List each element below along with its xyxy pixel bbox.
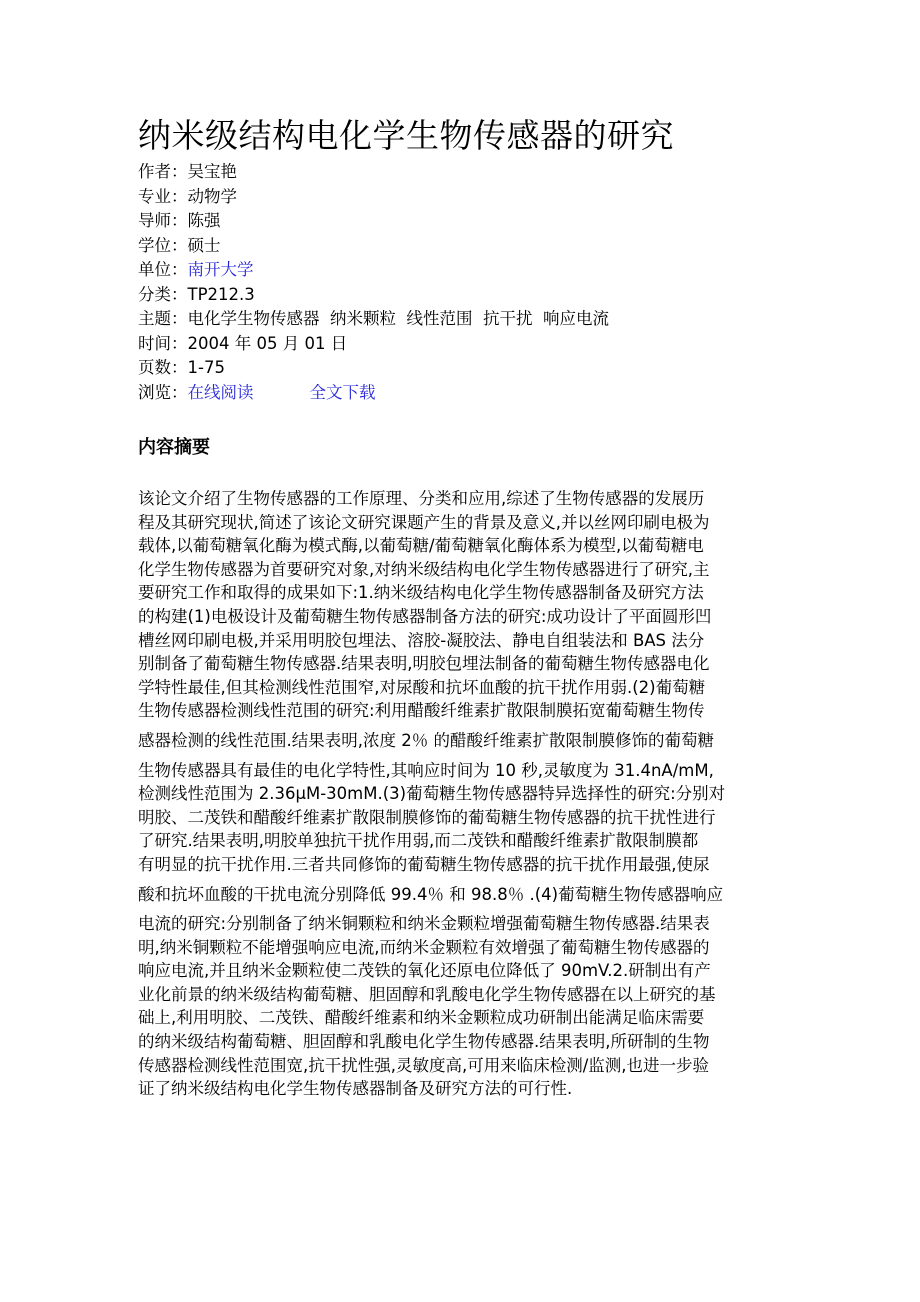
meta-pages: [138, 356, 609, 381]
full-download-link[interactable]: 全文下载: [309, 382, 376, 402]
abstract-line: 生物传感器检测线性范围的研究:利用醋酸纤维素扩散限制膜拓宽葡萄糖生物传: [138, 701, 705, 721]
meta-author: [138, 160, 609, 185]
abstract-line: 生物传感器具有最佳的电化学特性,其响应时间为 10 秒,灵敏度为 31.4nA/mM,: [138, 760, 714, 780]
meta-major: [138, 185, 609, 210]
metadata-list: [138, 160, 609, 405]
meta-label: 作者：: [138, 162, 188, 181]
abstract-line: 响应电流,并且纳米金颗粒使二茂铁的氧化还原电位降低了 90mV.2.研制出有产: [138, 961, 711, 981]
abstract-line: 电流的研究:分别制备了纳米铜颗粒和纳米金颗粒增强葡萄糖生物传感器.结果表: [138, 914, 710, 934]
abstract-line: 载体,以葡萄糖氧化酶为模式酶,以葡萄糖/葡萄糖氧化酶体系为模型,以葡萄糖电: [138, 536, 704, 556]
meta-label: 页数：: [138, 358, 188, 377]
meta-label: 专业：: [138, 186, 188, 206]
abstract-line: 程及其研究现状,简述了该论文研究课题产生的背景及意义,并以丝网印刷电极为: [138, 512, 710, 532]
abstract-line: 传感器检测线性范围宽,抗干扰性强,灵敏度高,可用来临床检测/监测,也进一步验: [138, 1055, 710, 1075]
meta-label: 时间：: [138, 333, 188, 353]
meta-classification: [138, 283, 609, 308]
abstract-line: 有明显的抗干扰作用.三者共同修饰的葡萄糖生物传感器的抗干扰作用最强,使尿: [138, 854, 710, 874]
abstract-line: 明胶、二茂铁和醋酸纤维素扩散限制膜修饰的葡萄糖生物传感器的抗干扰性进行: [138, 807, 716, 827]
online-read-link[interactable]: 在线阅读: [187, 382, 254, 402]
meta-value: 电化学生物传感器 纳米颗粒 线性范围 抗干扰 响应电流: [187, 309, 609, 328]
abstract-line: 酸和抗坏血酸的干扰电流分别降低 99.4％ 和 98.8％ .(4)葡萄糖生物传感器响应: [138, 884, 724, 904]
meta-advisor: [138, 209, 609, 234]
meta-subjects: [138, 307, 609, 332]
abstract-line: 的构建(1)电极设计及葡萄糖生物传感器制备方法的研究:成功设计了平面圆形凹: [138, 606, 712, 626]
meta-value: 1-75: [187, 358, 225, 377]
meta-browse: [138, 381, 609, 406]
meta-value: TP212.3: [187, 284, 255, 304]
meta-value: 吴宝艳: [187, 162, 237, 181]
abstract-line: 了研究.结果表明,明胶单独抗干扰作用弱,而二茂铁和醋酸纤维素扩散限制膜都: [138, 831, 699, 851]
abstract-line: 的纳米级结构葡萄糖、胆固醇和乳酸电化学生物传感器.结果表明,所研制的生物: [138, 1032, 710, 1052]
meta-date: [138, 332, 609, 357]
abstract-body: [138, 487, 788, 1101]
meta-label: 单位：: [138, 260, 188, 279]
meta-value: 陈强: [187, 211, 221, 230]
meta-value: 2004 年 05 月 01 日: [187, 333, 348, 353]
meta-institution: [138, 258, 609, 283]
abstract-line: 槽丝网印刷电极,并采用明胶包埋法、溶胶-凝胶法、静电自组装法和 BAS 法分: [138, 630, 705, 650]
abstract-line: 业化前景的纳米级结构葡萄糖、胆固醇和乳酸电化学生物传感器在以上研究的基: [138, 984, 716, 1004]
abstract-line: 学特性最佳,但其检测线性范围窄,对尿酸和抗坏血酸的抗干扰作用弱.(2)葡萄糖: [138, 677, 706, 697]
meta-label: 分类：: [138, 284, 188, 304]
abstract-line: 础上,利用明胶、二茂铁、醋酸纤维素和纳米金颗粒成功研制出能满足临床需要: [138, 1008, 705, 1028]
page-title: 纳米级结构电化学生物传感器的研究: [138, 116, 674, 155]
abstract-line: 明,纳米铜颗粒不能增强响应电流,而纳米金颗粒有效增强了葡萄糖生物传感器的: [138, 937, 710, 957]
abstract-line: 检测线性范围为 2.36μM-30mM.(3)葡萄糖生物传感器特异选择性的研究:分别对: [138, 784, 726, 804]
meta-value: 动物学: [187, 186, 237, 206]
abstract-line: 要研究工作和取得的成果如下:1.纳米级结构电化学生物传感器制备及研究方法: [138, 583, 704, 603]
meta-label: 学位：: [138, 235, 188, 255]
institution-link[interactable]: 南开大学: [187, 260, 254, 279]
abstract-line: 证了纳米级结构电化学生物传感器制备及研究方法的可行性.: [138, 1079, 573, 1099]
abstract-heading: 内容摘要: [138, 437, 210, 458]
meta-value: 硕士: [187, 235, 221, 255]
meta-label: 浏览：: [138, 382, 188, 402]
meta-label: 导师：: [138, 211, 188, 230]
abstract-line: 该论文介绍了生物传感器的工作原理、分类和应用,综述了生物传感器的发展历: [138, 489, 705, 508]
meta-degree: [138, 234, 609, 259]
meta-label: 主题：: [138, 309, 188, 328]
abstract-line: 感器检测的线性范围.结果表明,浓度 2％ 的醋酸纤维素扩散限制膜修饰的葡萄糖: [138, 730, 714, 750]
abstract-line: 化学生物传感器为首要研究对象,对纳米级结构电化学生物传感器进行了研究,主: [138, 559, 710, 579]
abstract-line: 别制备了葡萄糖生物传感器.结果表明,明胶包埋法制备的葡萄糖生物传感器电化: [138, 654, 710, 674]
